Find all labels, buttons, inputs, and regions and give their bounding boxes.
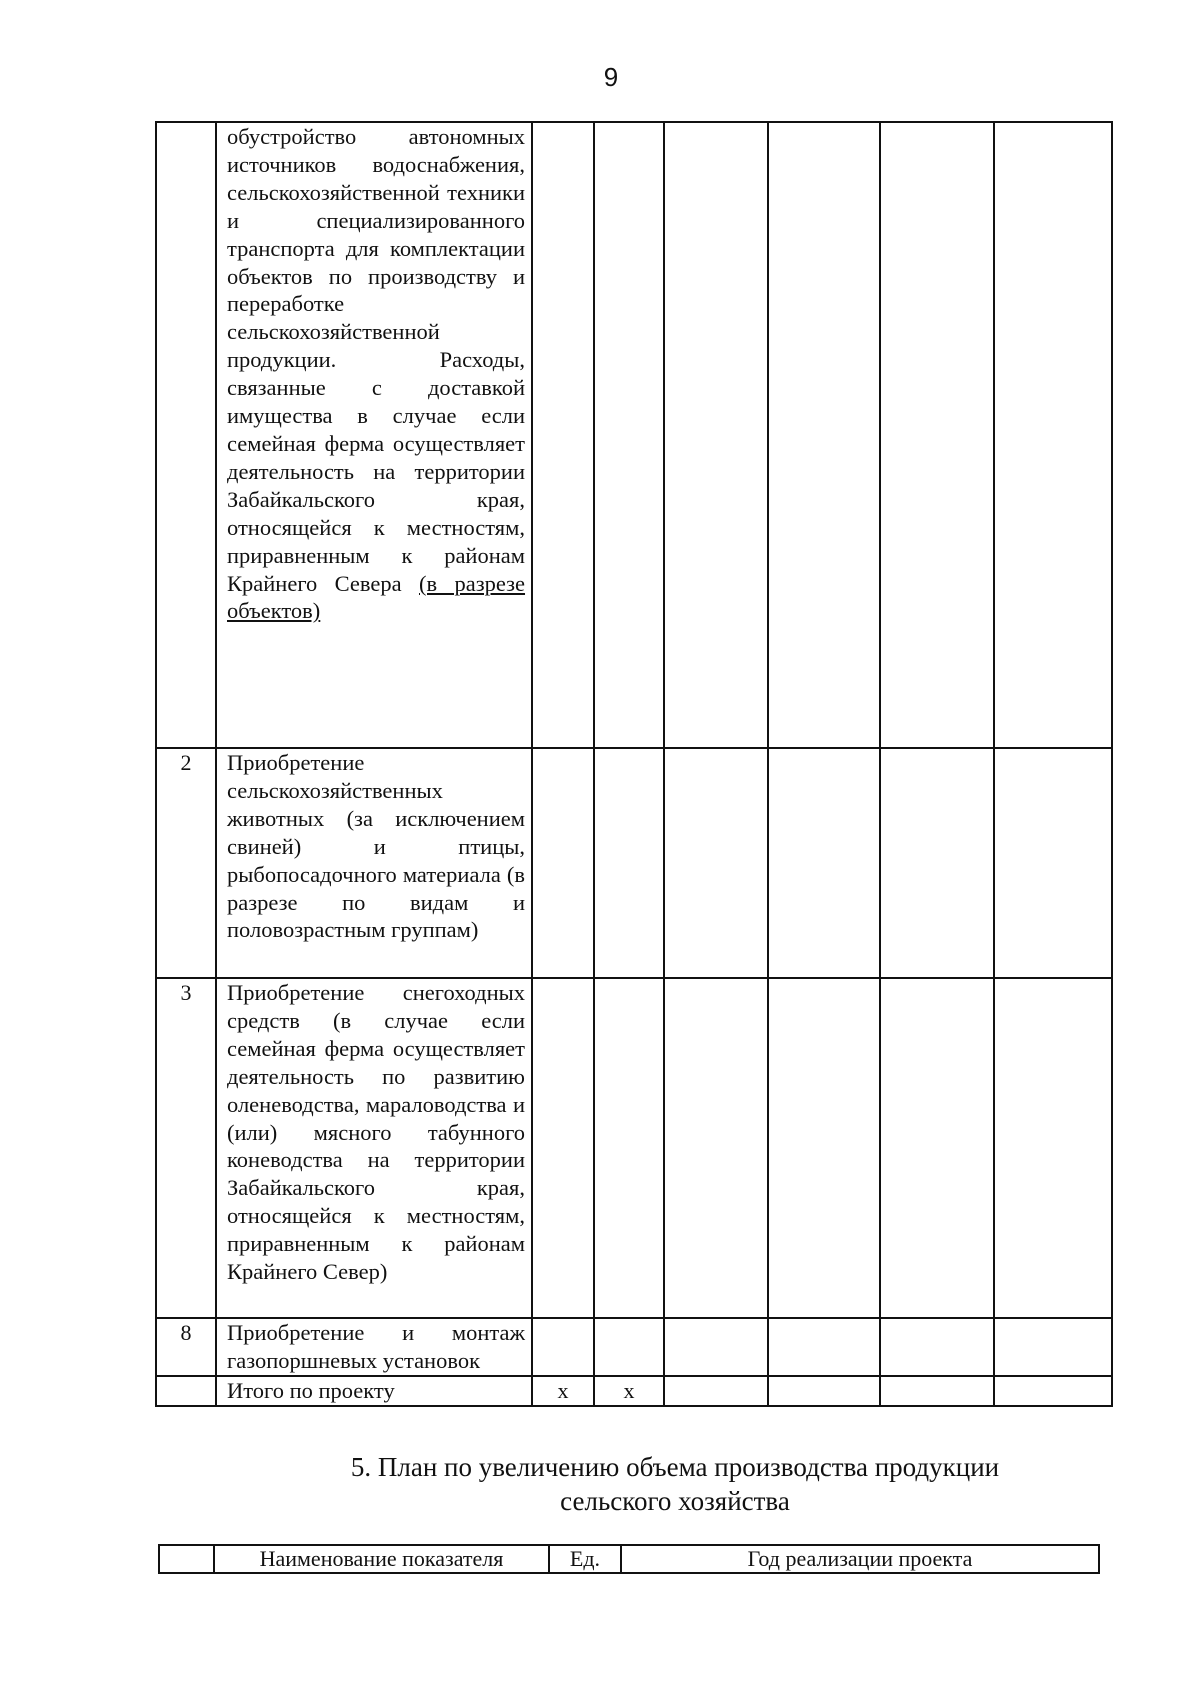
table-row (156, 978, 1112, 1318)
header-number (159, 1545, 214, 1573)
row-description-underlined: (в разрезе объектов) (227, 570, 526, 624)
row-number: 8 (156, 1318, 216, 1376)
row-number: 3 (156, 978, 216, 1318)
table-cell (532, 122, 594, 748)
table-cell (156, 1376, 216, 1406)
total-mark: x (594, 1376, 664, 1406)
table-cell (994, 1318, 1112, 1376)
table-cell (880, 1376, 994, 1406)
table-cell (594, 748, 664, 978)
table-cell (880, 122, 994, 748)
table-cell (664, 1376, 768, 1406)
table-cell (594, 122, 664, 748)
table-cell (532, 978, 594, 1318)
header-year: Год реализации проекта (621, 1545, 1099, 1573)
total-label: Итого по проекту (216, 1376, 532, 1406)
table-cell (768, 978, 880, 1318)
section-title-line: 5. План по увеличению объема производства продукции (350, 1452, 1000, 1482)
row-number (156, 122, 216, 748)
section-title-line: сельского хозяйства (560, 1486, 790, 1516)
row-description: Приобретение и монтаж газопоршневых установок (216, 1318, 532, 1376)
table-cell (880, 748, 994, 978)
row-description-text: обустройство автономных источников водоснабжения, сельскохозяйственной техники и специализированного транспорта для комплектации объектов по производству и переработке сельскохозяйственной продукции. Расходы, связанные с доставкой имущества в случае если семейная ферма осуществляет деятельность на территории Забайкальского края, относящейся к местностям, приравненным к районам Крайнего Севера (227, 124, 525, 596)
table-cell (664, 122, 768, 748)
table-cell (768, 122, 880, 748)
table-row (156, 748, 1112, 978)
table-cell (994, 748, 1112, 978)
table-cell (994, 978, 1112, 1318)
row-description: Приобретение снегоходных средств (в случае если семейная ферма осуществляет деятельность по развитию оленеводства, мараловодства и (или) мясного табунного коневодства на территории Забайкальского края, относящейся к местностям, приравненным к районам Крайнего Север) (216, 978, 532, 1318)
table-cell (994, 122, 1112, 748)
table-cell (664, 748, 768, 978)
table-cell (594, 978, 664, 1318)
table-header-row (159, 1545, 1099, 1573)
table-cell (994, 1376, 1112, 1406)
production-plan-table (158, 1544, 1100, 1574)
table-cell (532, 748, 594, 978)
table-row (156, 1318, 1112, 1376)
section-title (300, 1450, 1050, 1518)
table-cell (664, 978, 768, 1318)
table-cell (768, 1318, 880, 1376)
table-cell (880, 978, 994, 1318)
table-row (156, 122, 1112, 748)
row-description: Приобретение сельскохозяйственных животных (за исключением свиней) и птицы, рыбопосадочного материала (в разрезе по видам и половозрастным группам) (216, 748, 532, 978)
total-mark: x (532, 1376, 594, 1406)
table-cell (594, 1318, 664, 1376)
investment-table (155, 121, 1113, 1407)
table-cell (768, 1376, 880, 1406)
table-cell (768, 748, 880, 978)
header-unit: Ед. (549, 1545, 621, 1573)
page-number: 9 (603, 62, 619, 92)
total-row (156, 1376, 1112, 1406)
table-cell (880, 1318, 994, 1376)
table-cell (664, 1318, 768, 1376)
row-number: 2 (156, 748, 216, 978)
row-description (216, 122, 532, 748)
table-cell (532, 1318, 594, 1376)
header-indicator: Наименование показателя (214, 1545, 549, 1573)
